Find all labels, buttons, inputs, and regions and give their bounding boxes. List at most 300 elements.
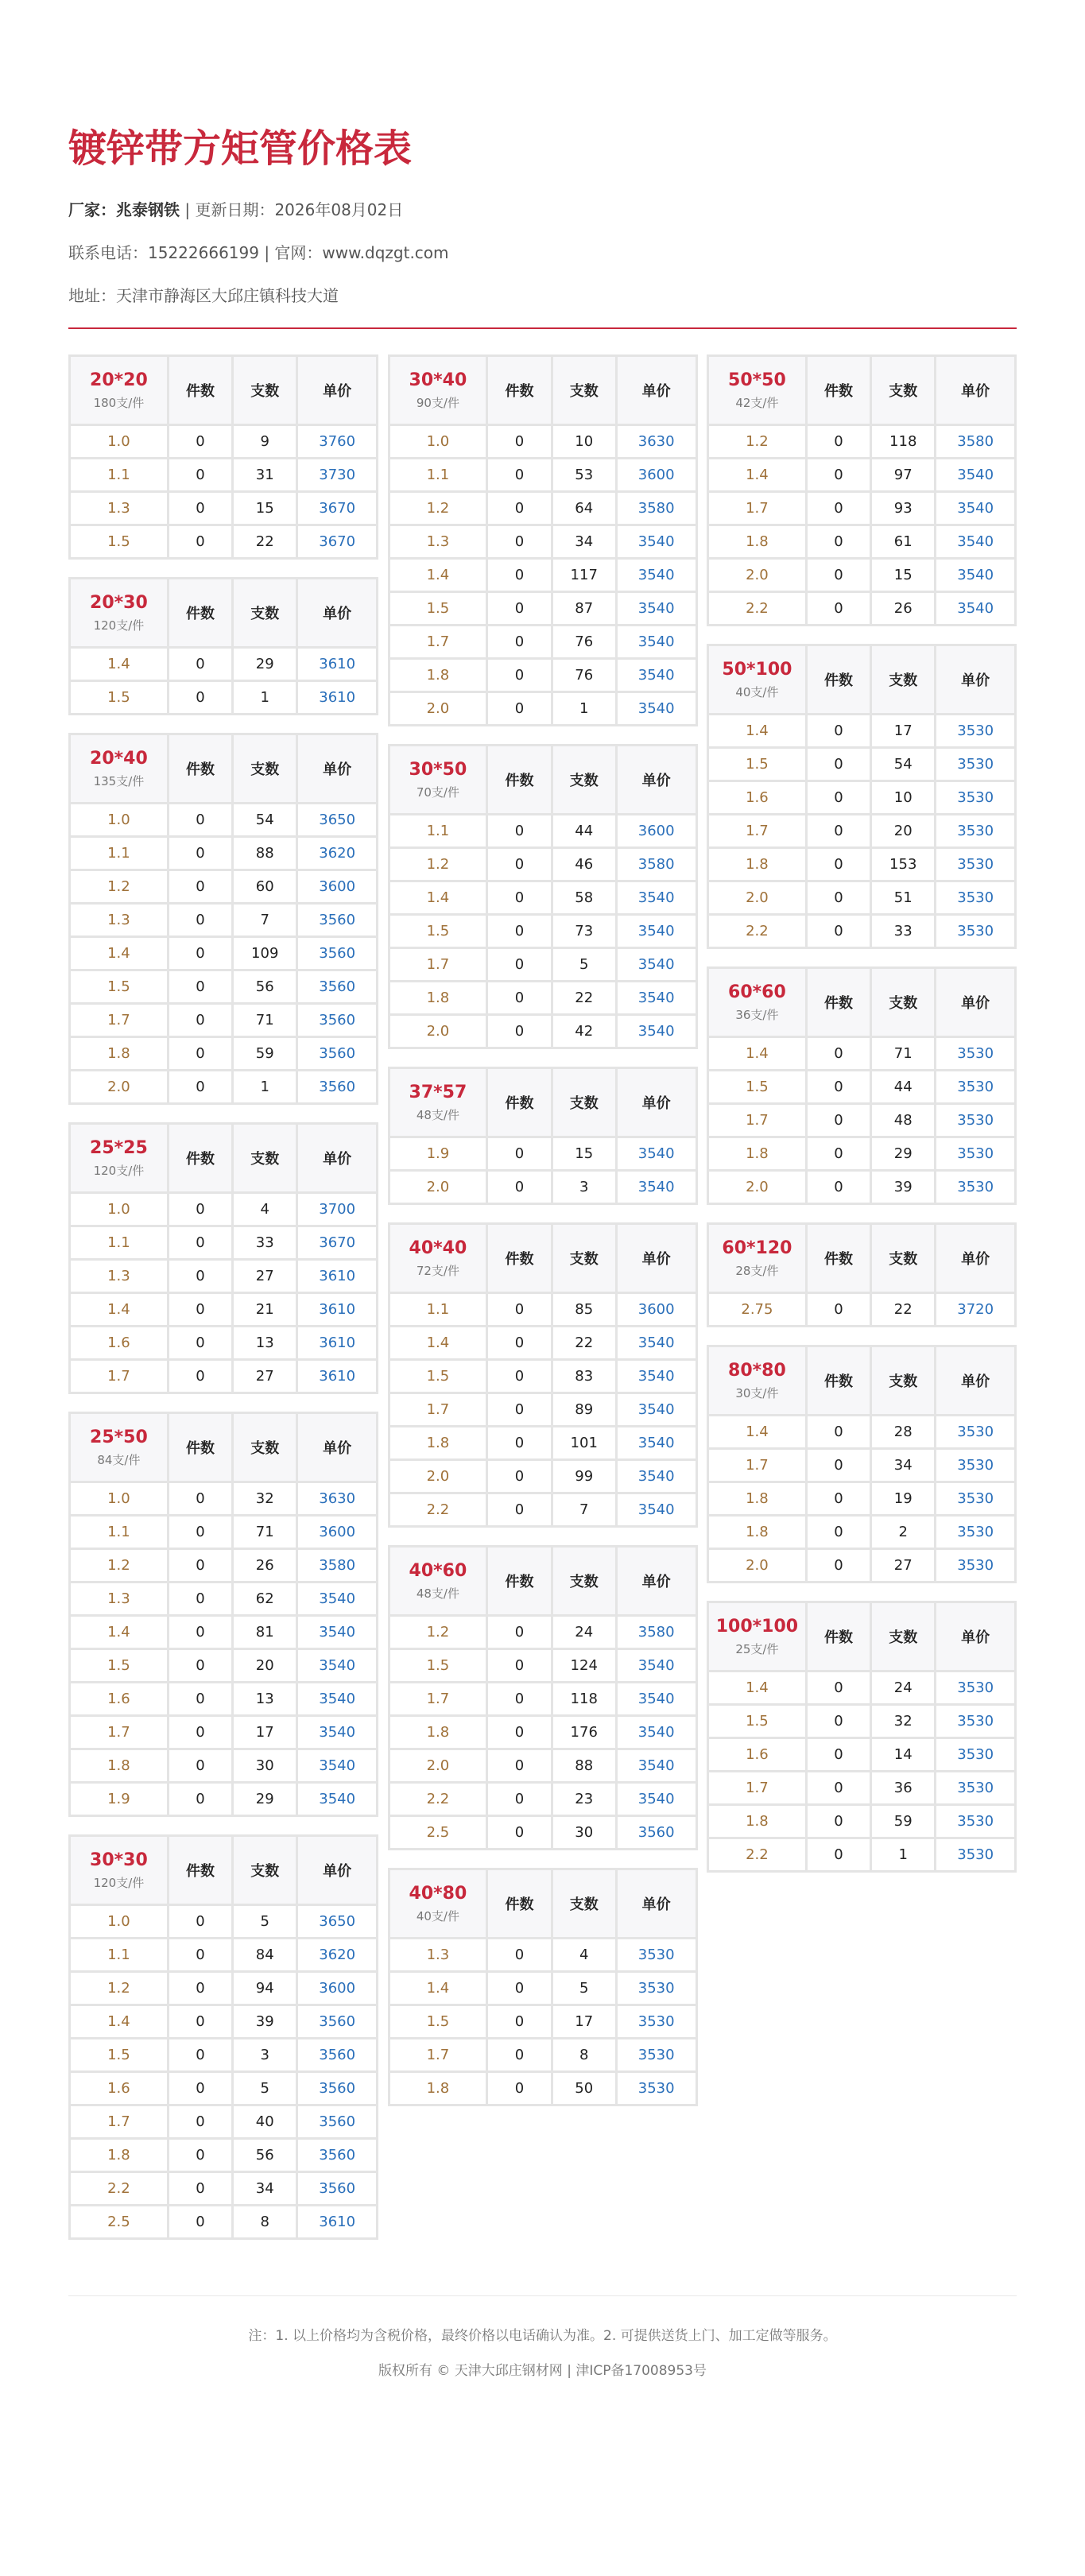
thickness-cell: 2.0: [389, 1749, 487, 1783]
table-row: [389, 1939, 696, 1972]
pieces-header: 件数: [168, 1413, 232, 1482]
count-cell: 71: [233, 1516, 297, 1549]
count-cell: 56: [233, 970, 297, 1004]
count-cell: 64: [552, 492, 616, 525]
pieces-cell: 0: [487, 425, 552, 459]
thickness-cell: 1.7: [70, 1360, 169, 1393]
count-cell: 42: [552, 1015, 616, 1048]
thickness-cell: 2.5: [389, 1816, 487, 1850]
spec-header-cell: [389, 1224, 487, 1293]
price-cell: 3700: [297, 1193, 378, 1226]
price-cell: 3580: [936, 425, 1016, 459]
count-cell: 30: [552, 1816, 616, 1850]
count-header: 支数: [233, 1413, 297, 1482]
table-row: [70, 425, 378, 459]
spec-pack-size: 135支/件: [93, 773, 145, 788]
count-cell: 27: [871, 1549, 936, 1582]
thickness-cell: 2.5: [70, 2206, 169, 2239]
price-cell: 3540: [297, 1683, 378, 1716]
spec-table: [707, 1222, 1017, 1327]
pieces-cell: 0: [168, 1716, 232, 1749]
pieces-cell: 0: [806, 1705, 870, 1738]
price-cell: 3610: [297, 2206, 378, 2239]
spec-table: [388, 1067, 698, 1205]
pieces-cell: 0: [168, 492, 232, 525]
pieces-cell: 0: [487, 2039, 552, 2072]
table-row: [70, 1004, 378, 1037]
pieces-cell: 0: [168, 904, 232, 937]
price-cell: 3670: [297, 492, 378, 525]
price-cell: 3530: [936, 1071, 1016, 1104]
spec-table: [707, 644, 1017, 949]
table-row: [70, 681, 378, 715]
count-cell: 29: [871, 1137, 936, 1171]
price-cell: 3540: [616, 525, 696, 559]
count-cell: 28: [871, 1416, 936, 1449]
table-row: [389, 1171, 696, 1204]
count-cell: 30: [233, 1749, 297, 1783]
pieces-cell: 0: [806, 525, 870, 559]
price-cell: 3530: [936, 1449, 1016, 1482]
price-cell: 3650: [297, 804, 378, 837]
count-cell: 1: [552, 692, 616, 726]
thickness-cell: 1.7: [708, 1104, 807, 1137]
price-cell: 3560: [297, 970, 378, 1004]
thickness-cell: 1.8: [389, 982, 487, 1015]
table-row: [70, 492, 378, 525]
spec-name: 50*100: [722, 659, 792, 680]
count-cell: 3: [552, 1171, 616, 1204]
table-row: [708, 915, 1016, 948]
page-title: 镀锌带方矩管价格表: [68, 126, 413, 171]
count-cell: 7: [552, 1493, 616, 1527]
pieces-cell: 0: [168, 2139, 232, 2172]
count-cell: 26: [233, 1549, 297, 1582]
table-row: [70, 1293, 378, 1327]
table-row: [70, 970, 378, 1004]
pieces-cell: 0: [487, 1137, 552, 1171]
spec-table: [68, 1834, 378, 2240]
table-header-row: [389, 1869, 696, 1939]
table-row: [389, 1460, 696, 1493]
table-row: [70, 804, 378, 837]
price-cell: 3560: [297, 937, 378, 970]
count-cell: 61: [871, 525, 936, 559]
pieces-cell: 0: [806, 1838, 870, 1872]
price-tables-grid: [68, 354, 1017, 2257]
table-header-row: [70, 1836, 378, 1905]
price-cell: 3530: [616, 1939, 696, 1972]
table-row: [389, 592, 696, 626]
thickness-cell: 1.3: [70, 492, 169, 525]
pieces-header: 件数: [487, 1547, 552, 1616]
pieces-cell: 0: [487, 1649, 552, 1683]
spec-pack-size: 25支/件: [735, 1641, 779, 1656]
count-cell: 8: [552, 2039, 616, 2072]
table-row: [708, 1549, 1016, 1582]
count-cell: 51: [871, 881, 936, 915]
thickness-cell: 1.8: [70, 1749, 169, 1783]
pieces-header: 件数: [487, 746, 552, 815]
thickness-cell: 1.6: [70, 2072, 169, 2105]
table-header-row: [389, 1068, 696, 1137]
price-cell: 3540: [616, 1783, 696, 1816]
price-cell: 3580: [616, 492, 696, 525]
thickness-cell: 1.8: [389, 1427, 487, 1460]
table-row: [389, 2005, 696, 2039]
count-cell: 36: [871, 1772, 936, 1805]
thickness-cell: 1.7: [70, 1716, 169, 1749]
count-cell: 19: [871, 1482, 936, 1516]
pieces-header: 件数: [806, 968, 870, 1037]
count-header: 支数: [552, 356, 616, 425]
thickness-cell: 1.0: [70, 804, 169, 837]
spec-name: 25*25: [90, 1137, 148, 1158]
thickness-cell: 1.8: [70, 1037, 169, 1071]
count-cell: 97: [871, 459, 936, 492]
thickness-cell: 1.4: [389, 1972, 487, 2005]
table-row: [708, 815, 1016, 848]
count-header: 支数: [871, 1346, 936, 1416]
pieces-cell: 0: [487, 1816, 552, 1850]
count-header: 支数: [871, 1224, 936, 1293]
table-row: [70, 1972, 378, 2005]
price-cell: 3540: [297, 1582, 378, 1616]
pieces-cell: 0: [487, 659, 552, 692]
price-cell: 3670: [297, 1226, 378, 1260]
count-cell: 33: [233, 1226, 297, 1260]
price-cell: 3540: [936, 592, 1016, 626]
count-cell: 21: [233, 1293, 297, 1327]
pieces-cell: 0: [168, 1549, 232, 1582]
pieces-cell: 0: [806, 715, 870, 748]
table-row: [708, 592, 1016, 626]
table-row: [70, 2005, 378, 2039]
table-row: [708, 1705, 1016, 1738]
table-row: [389, 1749, 696, 1783]
thickness-cell: 1.1: [70, 1939, 169, 1972]
pieces-cell: 0: [168, 1649, 232, 1683]
pieces-cell: 0: [806, 815, 870, 848]
pieces-cell: 0: [168, 2206, 232, 2239]
price-cell: 3580: [616, 848, 696, 881]
table-column: [388, 354, 698, 2124]
count-cell: 10: [552, 425, 616, 459]
count-cell: 20: [233, 1649, 297, 1683]
count-cell: 40: [233, 2105, 297, 2139]
thickness-cell: 1.5: [389, 915, 487, 948]
spec-header-cell: [389, 1068, 487, 1137]
count-cell: 17: [552, 2005, 616, 2039]
price-cell: 3530: [936, 1137, 1016, 1171]
price-cell: 3610: [297, 1327, 378, 1360]
count-cell: 94: [233, 1972, 297, 2005]
count-cell: 1: [233, 1071, 297, 1104]
price-header: 单价: [936, 1602, 1016, 1671]
pieces-cell: 0: [168, 1482, 232, 1516]
thickness-cell: 1.1: [70, 1516, 169, 1549]
price-cell: 3560: [297, 1004, 378, 1037]
table-row: [70, 1616, 378, 1649]
price-header: 单价: [616, 1224, 696, 1293]
count-header: 支数: [552, 1869, 616, 1939]
pieces-cell: 0: [487, 1783, 552, 1816]
price-cell: 3530: [936, 781, 1016, 815]
thickness-cell: 1.1: [70, 1226, 169, 1260]
pieces-cell: 0: [168, 1193, 232, 1226]
count-header: 支数: [871, 645, 936, 715]
table-header-row: [389, 1224, 696, 1293]
price-cell: 3560: [297, 2005, 378, 2039]
pieces-cell: 0: [487, 1427, 552, 1460]
table-row: [70, 1226, 378, 1260]
pieces-cell: 0: [168, 1004, 232, 1037]
pieces-cell: 0: [487, 559, 552, 592]
pieces-cell: 0: [806, 1171, 870, 1204]
price-cell: 3540: [297, 1649, 378, 1683]
spec-header-cell: [389, 746, 487, 815]
count-header: 支数: [233, 1124, 297, 1193]
table-row: [70, 1549, 378, 1582]
price-header: 单价: [936, 968, 1016, 1037]
pieces-header: 件数: [168, 356, 232, 425]
table-row: [708, 848, 1016, 881]
price-cell: 3530: [936, 1482, 1016, 1516]
thickness-cell: 1.2: [70, 1549, 169, 1582]
spec-header-cell: [70, 734, 169, 804]
spec-header-cell: [708, 645, 807, 715]
table-row: [708, 715, 1016, 748]
spec-name: 100*100: [715, 1616, 799, 1637]
thickness-cell: 1.0: [70, 425, 169, 459]
thickness-cell: 1.5: [708, 748, 807, 781]
pieces-cell: 0: [487, 1393, 552, 1427]
count-cell: 29: [233, 1783, 297, 1816]
table-row: [389, 915, 696, 948]
spec-pack-size: 28支/件: [735, 1263, 779, 1278]
price-cell: 3540: [616, 1460, 696, 1493]
pieces-cell: 0: [806, 848, 870, 881]
spec-name: 20*20: [90, 370, 148, 390]
thickness-cell: 1.5: [389, 1649, 487, 1683]
count-cell: 81: [233, 1616, 297, 1649]
table-header-row: [70, 579, 378, 648]
table-row: [708, 881, 1016, 915]
pieces-cell: 0: [487, 1293, 552, 1327]
count-header: 支数: [233, 579, 297, 648]
thickness-cell: 1.1: [389, 815, 487, 848]
thickness-cell: 1.7: [389, 948, 487, 982]
spec-header-cell: [70, 1836, 169, 1905]
footer-note: 注：1. 以上价格均为含税价格，最终价格以电话确认为准。2. 可提供送货上门、加工定做等服务。: [248, 2328, 837, 2344]
table-row: [70, 937, 378, 970]
spec-table: [707, 1345, 1017, 1583]
spec-table: [388, 1868, 698, 2106]
pieces-cell: 0: [487, 626, 552, 659]
count-cell: 2: [871, 1516, 936, 1549]
price-cell: 3540: [616, 1393, 696, 1427]
count-cell: 4: [233, 1193, 297, 1226]
price-cell: 3540: [297, 1783, 378, 1816]
thickness-cell: 1.5: [70, 970, 169, 1004]
pieces-cell: 0: [806, 915, 870, 948]
price-cell: 3530: [936, 1772, 1016, 1805]
pieces-cell: 0: [487, 881, 552, 915]
thickness-cell: 1.6: [70, 1327, 169, 1360]
table-row: [389, 425, 696, 459]
price-cell: 3530: [936, 1838, 1016, 1872]
price-header: 单价: [297, 579, 378, 648]
table-row: [70, 1939, 378, 1972]
pieces-cell: 0: [806, 459, 870, 492]
pieces-cell: 0: [168, 1939, 232, 1972]
price-header: 单价: [297, 734, 378, 804]
thickness-cell: 1.3: [389, 525, 487, 559]
spec-pack-size: 120支/件: [93, 1875, 145, 1890]
count-cell: 13: [233, 1683, 297, 1716]
table-row: [70, 1716, 378, 1749]
table-row: [389, 626, 696, 659]
price-cell: 3580: [297, 1549, 378, 1582]
table-row: [389, 815, 696, 848]
thickness-cell: 2.0: [708, 1171, 807, 1204]
table-row: [708, 1104, 1016, 1137]
price-cell: 3540: [616, 626, 696, 659]
table-row: [708, 1416, 1016, 1449]
table-row: [389, 1015, 696, 1048]
price-header: 单价: [297, 1413, 378, 1482]
spec-header-cell: [708, 1346, 807, 1416]
table-row: [70, 1260, 378, 1293]
table-row: [70, 1905, 378, 1939]
factory-info-line: [68, 199, 1017, 221]
spec-pack-size: 48支/件: [416, 1586, 459, 1601]
price-cell: 3600: [297, 870, 378, 904]
table-row: [389, 1137, 696, 1171]
thickness-cell: 1.7: [708, 815, 807, 848]
price-cell: 3560: [297, 2172, 378, 2206]
count-cell: 60: [233, 870, 297, 904]
count-cell: 44: [552, 815, 616, 848]
spec-name: 60*60: [728, 982, 786, 1002]
count-cell: 1: [233, 681, 297, 715]
spec-header-cell: [708, 1224, 807, 1293]
thickness-cell: 1.5: [70, 525, 169, 559]
count-cell: 89: [552, 1393, 616, 1427]
table-header-row: [389, 356, 696, 425]
thickness-cell: 1.2: [70, 1972, 169, 2005]
thickness-cell: 1.1: [70, 459, 169, 492]
price-cell: 3600: [616, 459, 696, 492]
thickness-cell: 1.7: [389, 1393, 487, 1427]
thickness-cell: 2.0: [70, 1071, 169, 1104]
price-header: 单价: [936, 1346, 1016, 1416]
price-cell: 3540: [616, 592, 696, 626]
table-row: [70, 2172, 378, 2206]
pieces-header: 件数: [168, 579, 232, 648]
price-cell: 3560: [297, 2139, 378, 2172]
price-cell: 3530: [936, 915, 1016, 948]
price-cell: 3530: [936, 815, 1016, 848]
table-row: [389, 1427, 696, 1460]
count-cell: 73: [552, 915, 616, 948]
spec-table: [68, 1122, 378, 1394]
table-row: [70, 459, 378, 492]
table-row: [708, 1516, 1016, 1549]
count-cell: 17: [871, 715, 936, 748]
pieces-header: 件数: [806, 1346, 870, 1416]
pieces-cell: 0: [487, 915, 552, 948]
count-header: 支数: [233, 1836, 297, 1905]
thickness-cell: 1.8: [389, 1716, 487, 1749]
count-cell: 93: [871, 492, 936, 525]
pieces-cell: 0: [806, 748, 870, 781]
price-cell: 3610: [297, 1260, 378, 1293]
price-cell: 3540: [616, 915, 696, 948]
price-cell: 3610: [297, 648, 378, 681]
thickness-cell: 1.3: [70, 1582, 169, 1616]
table-row: [708, 1805, 1016, 1838]
price-cell: 3540: [616, 1171, 696, 1204]
pieces-cell: 0: [168, 1683, 232, 1716]
table-row: [389, 692, 696, 726]
spec-pack-size: 72支/件: [416, 1263, 459, 1278]
table-row: [70, 1193, 378, 1226]
pieces-cell: 0: [487, 1327, 552, 1360]
count-cell: 99: [552, 1460, 616, 1493]
count-header: 支数: [552, 1224, 616, 1293]
pieces-cell: 0: [806, 592, 870, 626]
price-header: 单价: [297, 1836, 378, 1905]
table-row: [708, 748, 1016, 781]
update-date: | 更新日期：2026年08月02日: [180, 200, 404, 219]
table-row: [708, 1071, 1016, 1104]
pieces-header: 件数: [168, 1836, 232, 1905]
count-cell: 5: [233, 2072, 297, 2105]
pieces-cell: 0: [168, 937, 232, 970]
pieces-cell: 0: [168, 1582, 232, 1616]
price-cell: 3540: [297, 1616, 378, 1649]
thickness-cell: 1.3: [389, 1939, 487, 1972]
count-cell: 20: [871, 815, 936, 848]
table-row: [708, 1449, 1016, 1482]
pieces-header: 件数: [806, 1224, 870, 1293]
pieces-cell: 0: [168, 2172, 232, 2206]
spec-table: [68, 354, 378, 560]
table-row: [389, 1493, 696, 1527]
spec-name: 40*80: [409, 1883, 467, 1904]
table-row: [389, 1783, 696, 1816]
thickness-cell: 1.0: [70, 1482, 169, 1516]
table-header-row: [70, 1124, 378, 1193]
spec-header-cell: [389, 1869, 487, 1939]
price-header: 单价: [936, 645, 1016, 715]
thickness-cell: 1.1: [70, 837, 169, 870]
count-cell: 62: [233, 1582, 297, 1616]
pieces-cell: 0: [168, 425, 232, 459]
price-cell: 3620: [297, 837, 378, 870]
price-cell: 3530: [936, 1738, 1016, 1772]
count-cell: 118: [871, 425, 936, 459]
table-row: [389, 525, 696, 559]
table-row: [389, 1327, 696, 1360]
price-header: 单价: [616, 746, 696, 815]
thickness-cell: 1.8: [708, 848, 807, 881]
table-column: [68, 354, 378, 2257]
price-cell: 3530: [936, 1805, 1016, 1838]
price-header: 单价: [936, 1224, 1016, 1293]
count-cell: 13: [233, 1327, 297, 1360]
